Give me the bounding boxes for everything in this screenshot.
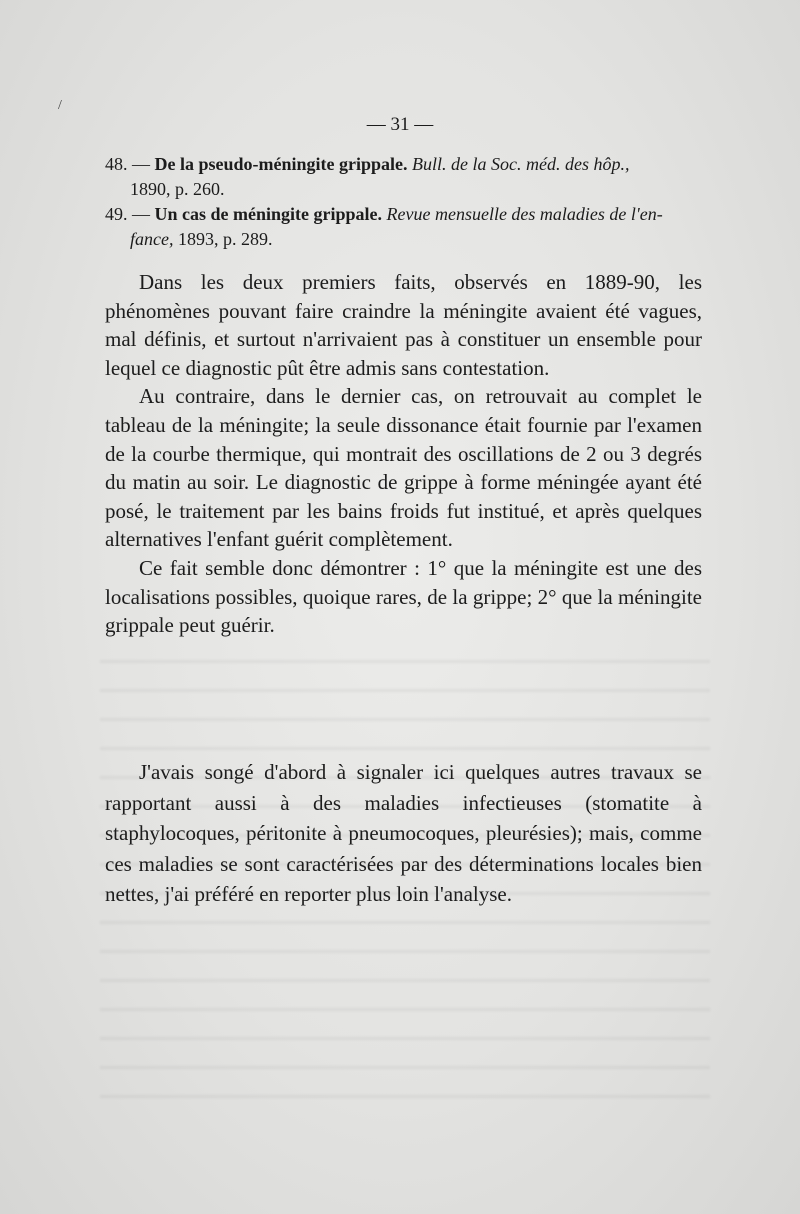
reference-title: Un cas de méningite grippale. bbox=[154, 204, 382, 224]
reference-number: 48. bbox=[105, 154, 128, 174]
reference-dash: — bbox=[132, 204, 150, 224]
reference-title: De la pseudo-méningite grippale. bbox=[154, 154, 408, 174]
paragraph-conclusion: Ce fait semble donc démontrer : 1° que la méningite est une des localisations possibles, quoique rares, de la grippe; 2° que la méningite grippale peut guérir. bbox=[105, 555, 702, 638]
paragraph-last-case: Au contraire, dans le dernier cas, on retrouvait au complet le tableau de la méningite; la seule dissonance était fournie par l'examen de la courbe thermique, qui montrait des oscillations de 2 ou 3 degrés du matin au soir. Le diagnostic de grippe à forme méningée ayant été posé, le traitement par les bains froids fut institué, et après quelques alternatives l'enfant guérit complètement. bbox=[105, 384, 702, 552]
reference-48 bbox=[105, 152, 705, 202]
reference-year-page: 1893, p. 289. bbox=[177, 229, 273, 249]
page-number: — 31 — bbox=[366, 114, 434, 135]
paragraph-other-works: J'avais songé d'abord à signaler ici quelques autres travaux se rapportant aussi à des maladies infectieuses (stomatite à staphylocoques, péritonite à pneumocoques, pleurésies); mais, comme ces maladies se sont caractérisées par des déterminations locales bien nettes, j'ai préféré en reporter plus loin l'analyse. bbox=[105, 760, 702, 906]
reference-details bbox=[105, 227, 705, 252]
reference-dash: — bbox=[132, 154, 150, 174]
reference-number: 49. bbox=[105, 204, 128, 224]
reference-source: Bull. de la Soc. méd. des hôp., bbox=[412, 154, 630, 174]
reference-source: Revue mensuelle des maladies de l'en- bbox=[386, 204, 663, 224]
reference-list bbox=[105, 152, 705, 252]
body-text-main bbox=[105, 268, 702, 640]
reference-49 bbox=[105, 202, 705, 252]
reference-source-cont: fance, bbox=[130, 229, 174, 249]
stray-mark: / bbox=[58, 98, 62, 113]
reference-details: 1890, p. 260. bbox=[130, 179, 225, 199]
body-text-second bbox=[105, 757, 702, 910]
paragraph-first-facts: Dans les deux premiers faits, observés en 1889-90, les phénomènes pouvant faire craindre la méningite avaient été vagues, mal définis, et surtout n'arrivaient pas à constituer un ensemble pour lequel ce diagnostic pût être admis sans contestation. bbox=[105, 270, 702, 380]
